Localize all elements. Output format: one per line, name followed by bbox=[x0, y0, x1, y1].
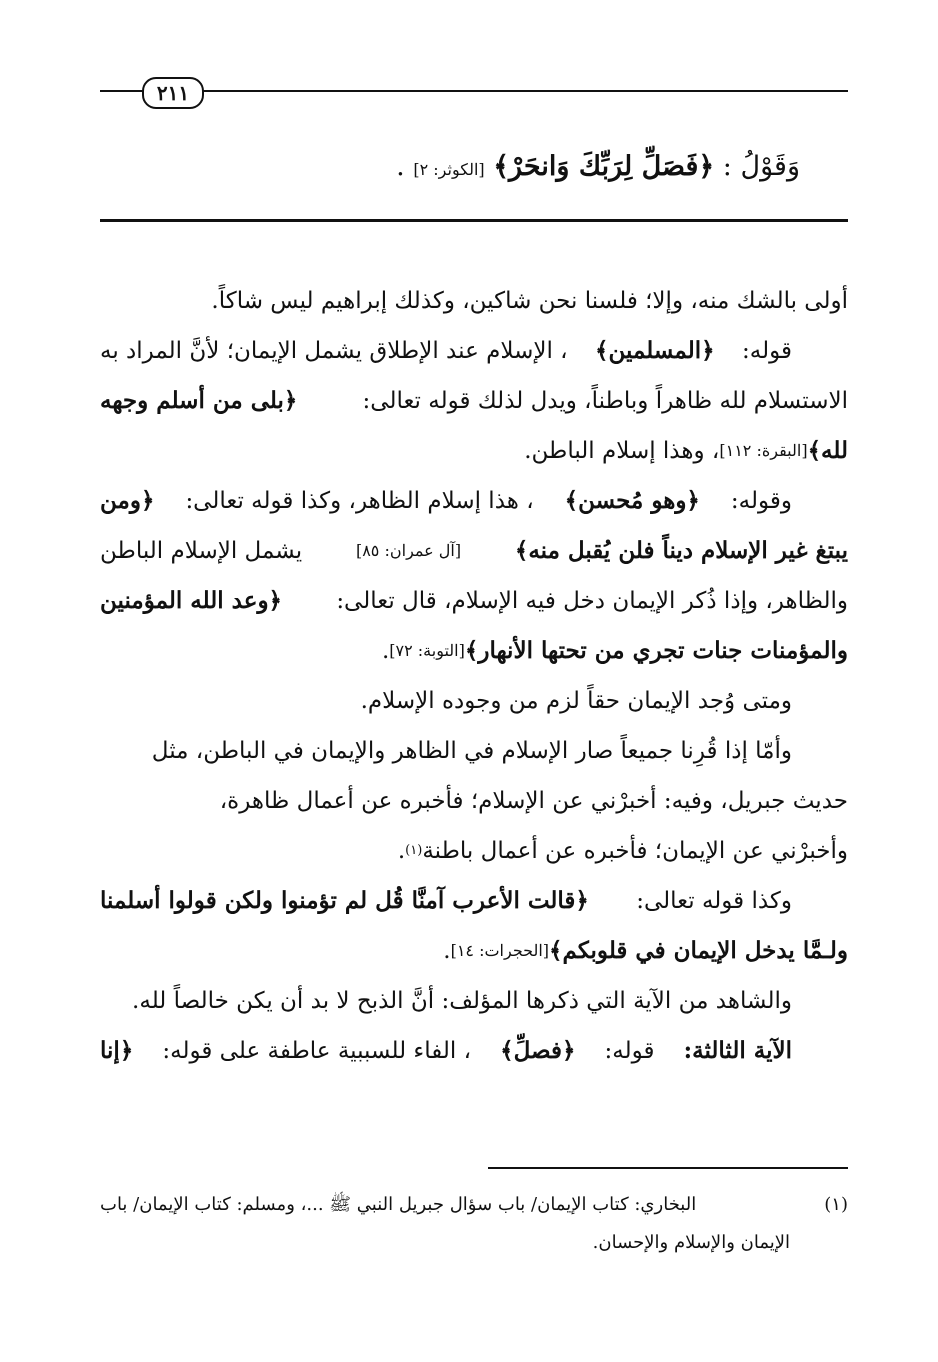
verse-reference: [التوبة: ٧٢] bbox=[389, 641, 465, 660]
footnote-line bbox=[100, 1186, 848, 1224]
text-run: . bbox=[443, 938, 451, 964]
text-line bbox=[100, 326, 848, 376]
quran-quote: ﴿بلى من أسلم وجهه bbox=[100, 387, 298, 414]
quran-quote: ﴿المسلمين﴾ bbox=[595, 337, 715, 364]
footnote-text: الإيمان والإسلام والإحسان. bbox=[592, 1232, 790, 1253]
body-text bbox=[100, 276, 848, 1076]
quran-verse: ﴿فَصَلِّ لِرَبِّكَ وَانحَرْ﴾ bbox=[493, 151, 715, 182]
text-run: ، هذا إسلام الظاهر، وكذا قوله تعالى: bbox=[185, 488, 534, 514]
text-line bbox=[100, 476, 848, 526]
quran-quote: ولـمَّا يدخل الإيمان في قلوبكم﴾ bbox=[549, 937, 848, 964]
footnote-marker: (١) bbox=[824, 1194, 848, 1215]
verse-reference: [آل عمران: ٨٥] bbox=[355, 541, 462, 560]
verse-end: . bbox=[396, 151, 405, 182]
quran-quote: والمؤمنات جنات تجري من تحتها الأنهار﴾ bbox=[464, 637, 848, 664]
text-run: يشمل الإسلام الباطن bbox=[100, 538, 303, 564]
footnote-line bbox=[100, 1224, 848, 1262]
text-run: قوله: bbox=[604, 1038, 655, 1064]
text-line: وأخبرْني عن الإيمان؛ فأخبره عن أعمال باطنة (١) . bbox=[100, 826, 848, 876]
text-run: وأمّا إذا قُرِنا جميعاً صار الإسلام في الظاهر والإيمان في الباطن، مثل bbox=[151, 738, 792, 764]
text-run: أولى بالشك منه، وإلا؛ فلسنا نحن شاكين، وكذلك إبراهيم ليس شاكاً. bbox=[211, 288, 848, 314]
text-line bbox=[100, 426, 848, 476]
text-run: والشاهد من الآية التي ذكرها المؤلف: أنَّ الذبح لا بد أن يكن خالصاً لله. bbox=[132, 988, 792, 1014]
verse-reference: [الكوثر: ٢] bbox=[413, 160, 485, 179]
text-line bbox=[100, 976, 848, 1026]
text-run: وقوله: bbox=[730, 488, 792, 514]
verse-intro: وَقَوْلُ : bbox=[722, 151, 800, 182]
text-run: وكذا قوله تعالى: bbox=[636, 888, 792, 914]
text-run: . bbox=[397, 838, 406, 864]
section-label: الآية الثالثة: bbox=[683, 1037, 792, 1064]
text-line bbox=[100, 1026, 848, 1076]
text-run: . bbox=[381, 638, 390, 664]
text-run: ، وهذا إسلام الباطن. bbox=[524, 438, 720, 464]
section-rule bbox=[100, 219, 848, 222]
text-run: الاستسلام لله ظاهراً وباطناً، ويدل لذلك قوله تعالى: bbox=[362, 388, 848, 414]
text-run: وأخبرْني عن الإيمان؛ فأخبره عن أعمال باطنة bbox=[422, 838, 848, 864]
quran-quote: ﴿وعد الله المؤمنين bbox=[100, 587, 283, 614]
text-line bbox=[100, 876, 848, 926]
text-run: ، الإسلام عند الإطلاق يشمل الإيمان؛ لأنَّ المراد به bbox=[100, 338, 568, 364]
text-line bbox=[100, 376, 848, 426]
footnote bbox=[100, 1186, 848, 1262]
quran-quote: ﴿ومن bbox=[100, 487, 155, 514]
page-number: ٢١١ bbox=[142, 77, 204, 109]
verse-reference: [الحجرات: ١٤] bbox=[450, 941, 550, 960]
text-line bbox=[100, 576, 848, 626]
quran-quote: يبتغ غير الإسلام ديناً فلن يُقبل منه﴾ bbox=[514, 537, 848, 564]
text-run: ومتى وُجد الإيمان حقاً لزم من وجوده الإسلام. bbox=[360, 688, 792, 714]
text-run: حديث جبريل، وفيه: أخبرْني عن الإسلام؛ فأخبره عن أعمال ظاهرة، bbox=[219, 788, 848, 814]
verse-header bbox=[290, 142, 800, 192]
text-run: قوله: bbox=[742, 338, 792, 364]
quran-quote: ﴿قالت الأعرب آمنَّا قُل لم تؤمنوا ولكن قولوا أسلمنا bbox=[100, 887, 589, 914]
header-rule bbox=[100, 90, 848, 92]
text-line bbox=[100, 726, 848, 776]
text-line bbox=[100, 926, 848, 976]
text-line bbox=[100, 626, 848, 676]
text-run: والظاهر، وإذا ذُكر الإيمان دخل فيه الإسلام، قال تعالى: bbox=[336, 588, 848, 614]
text-line bbox=[100, 676, 848, 726]
quran-quote: ﴿فصلِّ﴾ bbox=[500, 1037, 576, 1064]
quran-quote: ﴿وهو مُحسن﴾ bbox=[564, 487, 700, 514]
text-line bbox=[100, 776, 848, 826]
text-run: ، الفاء للسببية عاطفة على قوله: bbox=[162, 1038, 472, 1064]
verse-reference: [البقرة: ١١٢] bbox=[719, 441, 808, 460]
text-line bbox=[100, 276, 848, 326]
text-line bbox=[100, 526, 848, 576]
footnote-rule bbox=[488, 1167, 848, 1169]
quran-quote: ﴿إنا bbox=[100, 1037, 134, 1064]
quran-quote: لله﴾ bbox=[807, 437, 848, 464]
footnote-text: البخاري: كتاب الإيمان/ باب سؤال جبريل النبي ﷺ ...، ومسلم: كتاب الإيمان/ باب bbox=[100, 1194, 697, 1215]
